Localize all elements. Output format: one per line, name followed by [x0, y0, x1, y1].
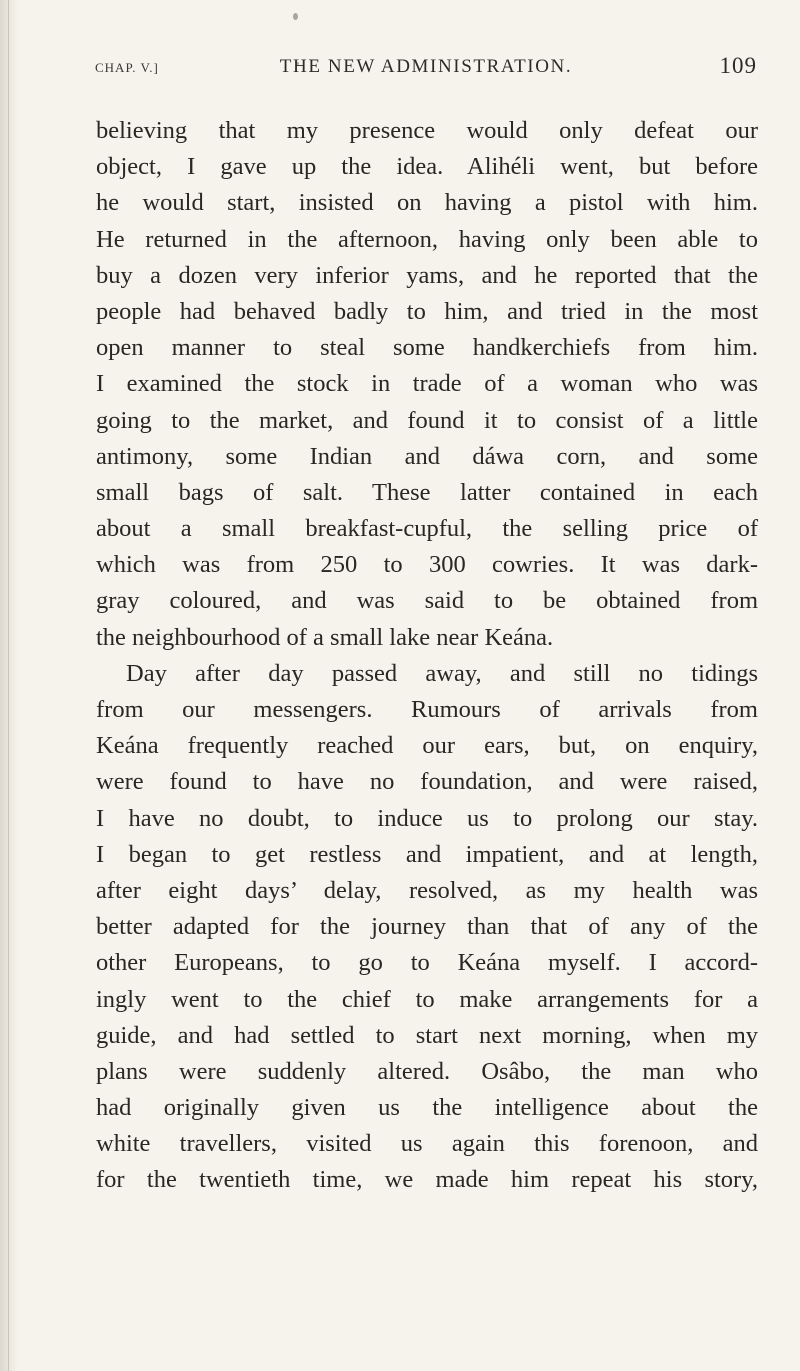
text-line: ingly went to the chief to make arrangements for a [96, 985, 758, 1013]
text-line: for the twentieth time, we made him repeat his story, [96, 1166, 758, 1194]
paper-speck [293, 13, 298, 20]
text-line: buy a dozen very inferior yams, and he reported that the [96, 261, 758, 289]
text-line: Keána frequently reached our ears, but, on enquiry, [96, 732, 758, 760]
text-line: antimony, some Indian and dáwa corn, and some [96, 442, 758, 470]
text-line: had originally given us the intelligence about the [96, 1094, 758, 1122]
text-line: the neighbourhood of a small lake near Keána. [96, 623, 554, 651]
text-line: other Europeans, to go to Keána myself. I accord- [96, 949, 758, 977]
running-header [95, 46, 757, 86]
page-edge-shadow [0, 0, 18, 1371]
text-line: people had behaved badly to him, and tried in the most [96, 297, 758, 325]
text-line: believing that my presence would only defeat our [96, 117, 758, 144]
chapter-label: CHAP. V.] [95, 60, 159, 75]
text-line: he would start, insisted on having a pistol with him. [96, 189, 758, 217]
text-line: better adapted for the journey than that of any of the [96, 913, 758, 941]
text-line: from our messengers. Rumours of arrivals from [96, 696, 758, 723]
page-number: 109 [719, 53, 757, 78]
text-line: plans were suddenly altered. Osâbo, the man who [96, 1057, 758, 1085]
text-line: Day after day passed away, and still no tidings [126, 659, 758, 687]
text-line: I have no doubt, to induce us to prolong our stay. [96, 804, 758, 832]
text-line: He returned in the afternoon, having only been able to [96, 225, 758, 253]
running-title: THE NEW ADMINISTRATION. [279, 56, 573, 77]
text-line: white travellers, visited us again this forenoon, and [96, 1130, 758, 1158]
text-line: about a small breakfast-cupful, the selling price of [96, 515, 758, 543]
text-line: were found to have no foundation, and were raised, [96, 768, 758, 796]
text-line: guide, and had settled to start next morning, when my [96, 1021, 758, 1049]
text-line: going to the market, and found it to consist of a little [96, 406, 758, 434]
text-line: small bags of salt. These latter contained in each [96, 478, 758, 506]
body-text [96, 113, 758, 1199]
text-line: object, I gave up the idea. Alihéli went, but before [96, 153, 758, 181]
text-line: open manner to steal some handkerchiefs from him. [96, 334, 758, 362]
text-line: which was from 250 to 300 cowries. It was dark- [96, 551, 758, 579]
text-line: after eight days’ delay, resolved, as my health was [96, 876, 758, 904]
text-line: gray coloured, and was said to be obtained from [96, 587, 758, 615]
text-line: I examined the stock in trade of a woman who was [96, 370, 758, 398]
text-line: I began to get restless and impatient, and at length, [96, 840, 758, 868]
page-edge-line [8, 0, 9, 1371]
